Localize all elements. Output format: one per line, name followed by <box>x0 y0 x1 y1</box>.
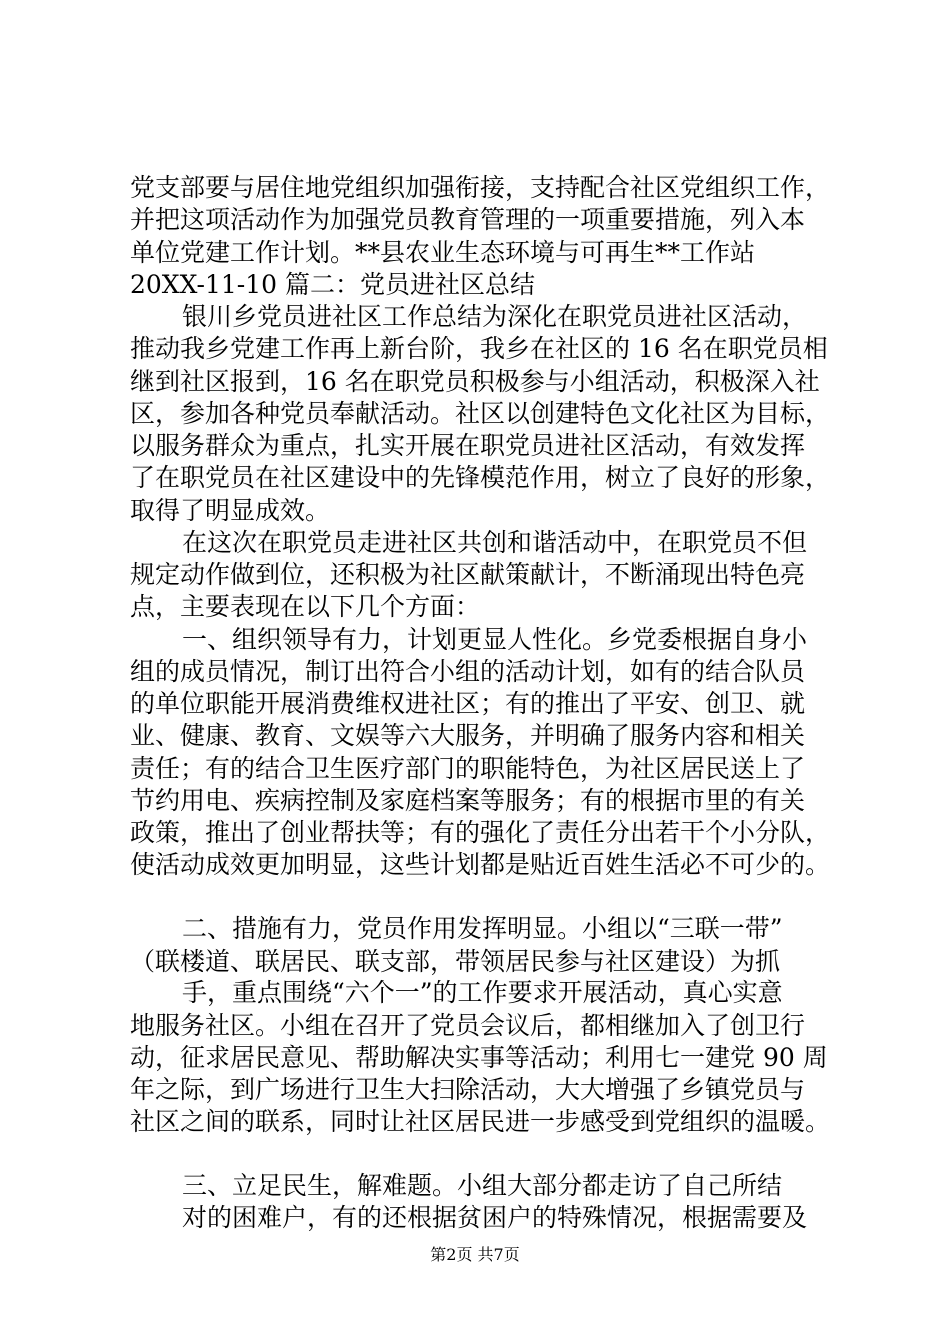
text-line: 的单位职能开展消费维权进社区；有的推出了平安、创卫、就 <box>130 689 806 719</box>
text-line: 业、健康、教育、文娱等六大服务，并明确了服务内容和相关 <box>130 721 806 751</box>
text-line: 银川乡党员进社区工作总结为深化在职党员进社区活动， <box>182 302 808 332</box>
text-line: 点，主要表现在以下几个方面： <box>130 592 481 622</box>
text-line: 责任；有的结合卫生医疗部门的职能特色，为社区居民送上了 <box>130 753 806 783</box>
text-line: 区，参加各种党员奉献活动。社区以创建特色文化社区为目标， <box>130 399 831 429</box>
text-line: 组的成员情况，制订出符合小组的活动计划，如有的结合队员 <box>130 656 806 686</box>
text-line: 推动我乡党建工作再上新台阶，我乡在社区的 16 名在职党员相 <box>130 333 828 363</box>
text-line: 20XX-11-10 篇二：党员进社区总结 <box>130 270 535 300</box>
text-line: 地服务社区。小组在召开了党员会议后，都相继加入了创卫行 <box>130 1011 806 1041</box>
text-line: 一、组织领导有力，计划更显人性化。乡党委根据自身小 <box>182 624 808 654</box>
text-line: 三、立足民生，解难题。小组大部分都走访了自己所结 <box>182 1171 783 1201</box>
text-line: 使活动成效更加明显，这些计划都是贴近百姓生活必不可少的。 <box>130 850 831 880</box>
text-line: 动，征求居民意见、帮助解决实事等活动；利用七一建党 90 周 <box>130 1042 828 1072</box>
text-line: 单位党建工作计划。**县农业生态环境与可再生**工作站 <box>130 237 756 267</box>
text-line: 了在职党员在社区建设中的先锋模范作用，树立了良好的形象， <box>130 462 831 492</box>
text-line: 并把这项活动作为加强党员教育管理的一项重要措施，列入本 <box>130 204 806 234</box>
text-line: 规定动作做到位，还积极为社区献策献计，不断涌现出特色亮 <box>130 560 806 590</box>
page-number-footer: 第2页 共7页 <box>430 1245 520 1264</box>
text-line: 手，重点围绕“六个一”的工作要求开展活动，真心实意 <box>182 978 783 1008</box>
text-line: 取得了明显成效。 <box>130 495 331 525</box>
text-line: 继到社区报到，16 名在职党员积极参与小组活动，积极深入社 <box>130 366 820 396</box>
text-line: 对的困难户，有的还根据贫困户的特殊情况，根据需要及 <box>182 1203 808 1232</box>
text-line: 二、措施有力，党员作用发挥明显。小组以“三联一带” <box>182 913 783 943</box>
text-line: 党支部要与居住地党组织加强衔接，支持配合社区党组织工作， <box>130 173 831 202</box>
text-line: 社区之间的联系，同时让社区居民进一步感受到党组织的温暖。 <box>130 1107 831 1137</box>
text-line: （联楼道、联居民、联支部，带领居民参与社区建设）为抓 <box>130 946 781 976</box>
text-line: 在这次在职党员走进社区共创和谐活动中，在职党员不但 <box>182 527 808 557</box>
text-line: 年之际，到广场进行卫生大扫除活动，大大增强了乡镇党员与 <box>130 1074 806 1104</box>
text-line: 政策，推出了创业帮扶等；有的强化了责任分出若干个小分队， <box>130 818 831 848</box>
text-line: 以服务群众为重点，扎实开展在职党员进社区活动，有效发挥 <box>130 431 806 461</box>
text-line: 节约用电、疾病控制及家庭档案等服务；有的根据市里的有关 <box>130 785 806 815</box>
